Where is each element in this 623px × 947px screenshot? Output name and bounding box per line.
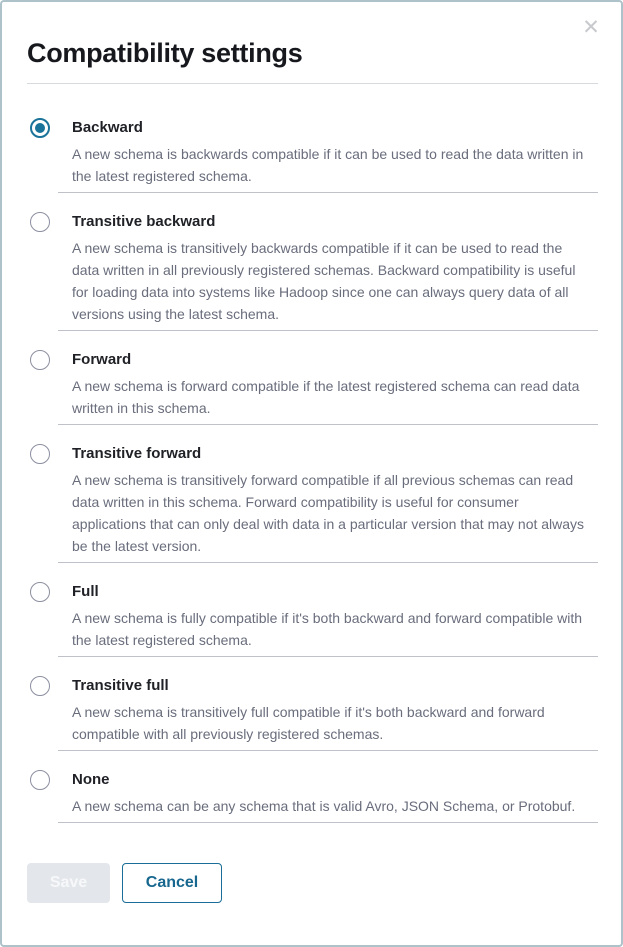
option-transitive-forward xyxy=(27,425,598,562)
dialog-title: Compatibility settings xyxy=(27,38,303,68)
option-body xyxy=(72,582,598,651)
radio-button[interactable] xyxy=(30,582,50,602)
option-label[interactable]: Backward xyxy=(72,119,143,136)
option-description: A new schema is fully compatible if it's both backward and forward compatible with the latest registered schema. xyxy=(72,610,583,648)
option-label[interactable]: Full xyxy=(72,583,99,600)
option-body xyxy=(72,444,598,557)
option-description: A new schema is transitively backwards compatible if it can be used to read the data written in all previously registered schemas. Backward compatibility is useful for loading data into systems like Hadoop since one can always query data of all versions using the latest schema. xyxy=(72,240,576,322)
dialog-header xyxy=(27,16,598,84)
option-label[interactable]: Forward xyxy=(72,351,132,368)
option-forward xyxy=(27,331,598,424)
option-label[interactable]: Transitive forward xyxy=(72,445,202,462)
option-none xyxy=(27,751,598,822)
option-description: A new schema is backwards compatible if it can be used to read the data written in the latest registered schema. xyxy=(72,146,584,184)
option-description: A new schema can be any schema that is valid Avro, JSON Schema, or Protobuf. xyxy=(72,798,576,814)
radio-button[interactable] xyxy=(30,212,50,232)
option-description: A new schema is forward compatible if the latest registered schema can read data written in this schema. xyxy=(72,378,580,416)
option-label[interactable]: None xyxy=(72,771,110,788)
radio-button[interactable] xyxy=(30,676,50,696)
radio-button[interactable] xyxy=(30,444,50,464)
option-backward xyxy=(27,99,598,192)
option-transitive-full xyxy=(27,657,598,750)
option-transitive-backward xyxy=(27,193,598,330)
option-body xyxy=(72,350,598,419)
radio-button[interactable] xyxy=(30,118,50,138)
compatibility-options-list xyxy=(27,84,598,823)
option-full xyxy=(27,563,598,656)
option-description: A new schema is transitively forward compatible if all previous schemas can read data written in this schema. Forward compatibility is useful for consumer applications that can only deal with data in a particular version that may not always be the latest version. xyxy=(72,472,585,554)
dialog-footer xyxy=(27,863,598,903)
option-body xyxy=(72,676,598,745)
option-description: A new schema is transitively full compatible if it's both backward and forward compatible with all previously registered schemas. xyxy=(72,704,545,742)
radio-button[interactable] xyxy=(30,350,50,370)
option-label[interactable]: Transitive full xyxy=(72,677,169,694)
option-label[interactable]: Transitive backward xyxy=(72,213,216,230)
divider xyxy=(58,822,598,823)
radio-button[interactable] xyxy=(30,770,50,790)
option-body xyxy=(72,118,598,187)
cancel-button[interactable]: Cancel xyxy=(122,863,222,903)
close-icon[interactable]: ✕ xyxy=(579,16,603,40)
option-body xyxy=(72,212,598,325)
save-button[interactable]: Save xyxy=(27,863,110,903)
option-body xyxy=(72,770,598,817)
